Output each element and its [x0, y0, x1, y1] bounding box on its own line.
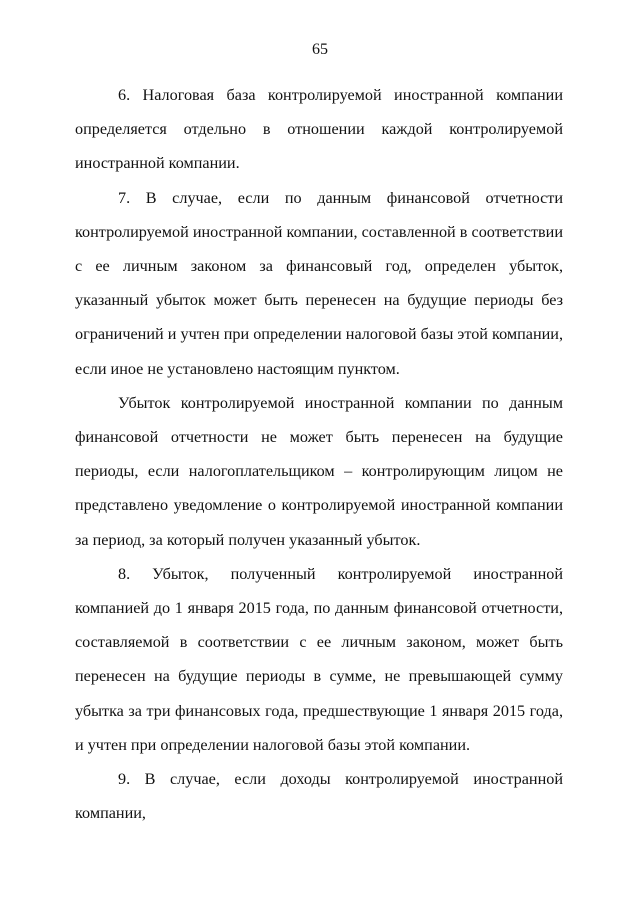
paragraph-item-9: 9. В случае, если доходы контролируемой иностранной компании, [75, 770, 563, 823]
paragraph-item-8: 8. Убыток, полученный контролируемой иностранной компанией до 1 января 2015 года, по данным финансовой отчетности, составляемой в соответствии с ее личным законом, может быть перенесен на будущие периоды в сумме, не превышающей сумму убытка за три финансовых года, предшествующие 1 января 2015 года, и учтен при определении налоговой базы этой компании. [75, 564, 563, 754]
document-body [75, 78, 563, 830]
paragraph-item-7: 7. В случае, если по данным финансовой отчетности контролируемой иностранной компании, составленной в соответствии с ее личным законом за финансовый год, определен убыток, указанный убыток может быть перенесен на будущие периоды без ограничений и учтен при определении налоговой базы этой компании, если иное не установлено настоящим пунктом. [75, 188, 563, 378]
page-number: 65 [312, 41, 328, 58]
paragraph-item-7-loss-rule: Убыток контролируемой иностранной компании по данным финансовой отчетности не может быть перенесен на будущие периоды, если налогоплательщиком – контролирующим лицом не представлено уведомление о контролируемой иностранной компании за период, за который получен указанный убыток. [75, 393, 563, 549]
paragraph-item-6: 6. Налоговая база контролируемой иностранной компании определяется отдельно в отношении каждой контролируемой иностранной компании. [75, 86, 563, 173]
